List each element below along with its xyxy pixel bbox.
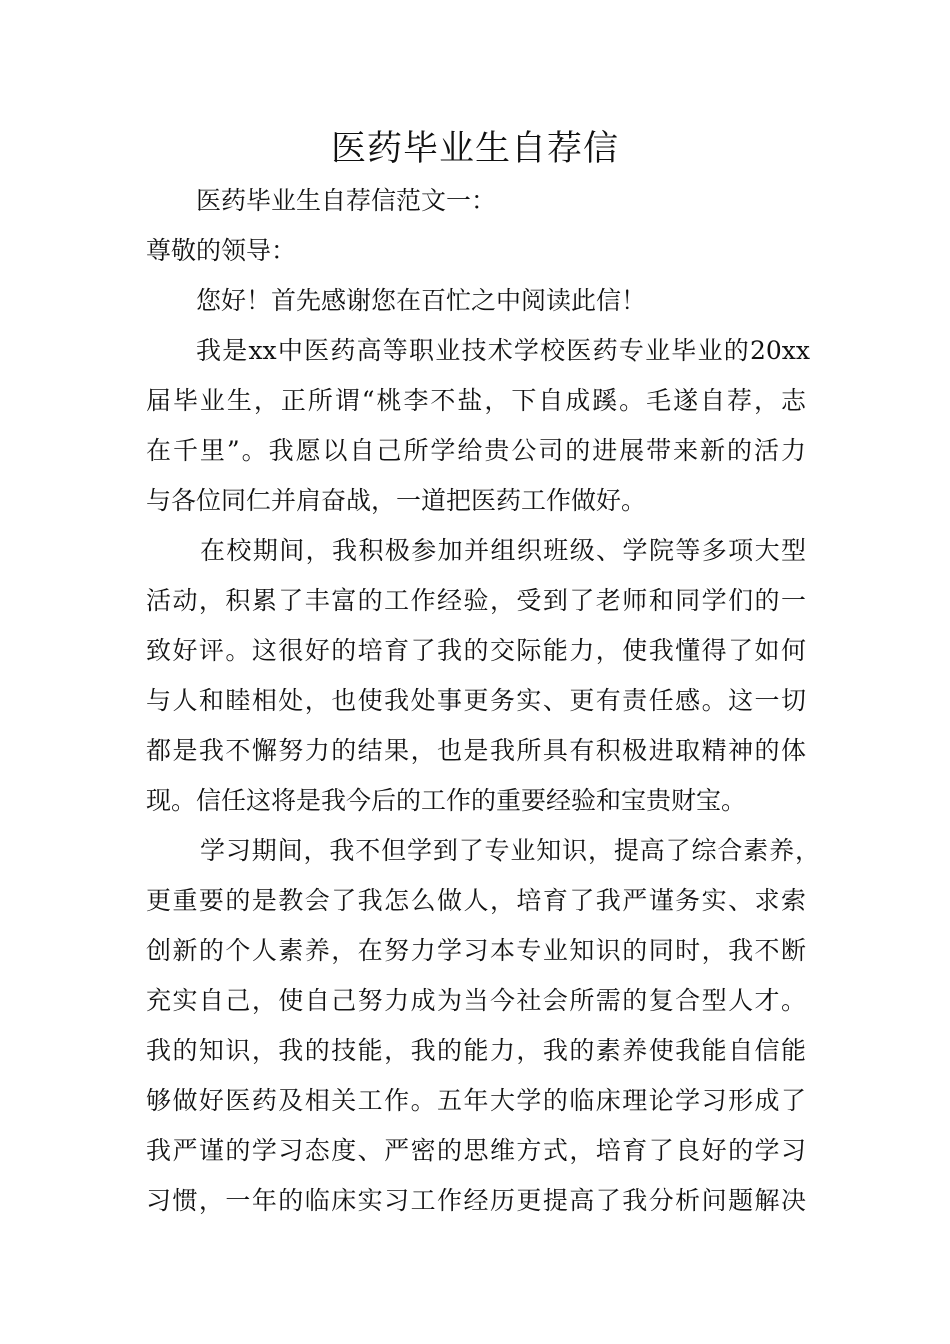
- body-line: 在校期间，我积极参加并组织班级、学院等多项大型: [200, 536, 806, 565]
- body-line: 都是我不懈努力的结果，也是我所具有积极进取精神的体: [146, 736, 806, 765]
- opening-line: 您好！首先感谢您在百忙之中阅读此信！: [196, 286, 647, 315]
- body-line: 充实自己，使自己努力成为当今社会所需的复合型人才。: [146, 986, 806, 1015]
- body-line: 届毕业生，正所谓“桃李不盐，下自成蹊。毛遂自荐，志: [146, 386, 806, 415]
- body-line: 创新的个人素养，在努力学习本专业知识的同时，我不断: [146, 936, 806, 965]
- body-line: 现。信任这将是我今后的工作的重要经验和宝贵财宝。: [146, 786, 747, 815]
- body-line: 学习期间，我不但学到了专业知识，提高了综合素养，: [200, 836, 820, 865]
- page-title: 医药毕业生自荐信: [330, 129, 619, 169]
- body-line: 够做好医药及相关工作。五年大学的临床理论学习形成了: [146, 1086, 806, 1115]
- document-subtitle: 医药毕业生自荐信范文一：: [196, 186, 497, 215]
- body-line: 习惯，一年的临床实习工作经历更提高了我分析问题解决: [146, 1186, 806, 1215]
- body-line: 我是xx中医药高等职业技术学校医药专业毕业的20xx: [196, 336, 810, 365]
- body-line: 与各位同仁并肩奋战，一道把医药工作做好。: [146, 486, 647, 515]
- body-line: 我的知识，我的技能，我的能力，我的素养使我能自信能: [146, 1036, 806, 1065]
- body-line: 在千里”。我愿以自己所学给贵公司的进展带来新的活力: [146, 436, 806, 465]
- body-line: 致好评。这很好的培育了我的交际能力，使我懂得了如何: [146, 636, 806, 665]
- body-line: 更重要的是教会了我怎么做人，培育了我严谨务实、求索: [146, 886, 806, 915]
- body-line: 与人和睦相处，也使我处事更务实、更有责任感。这一切: [146, 686, 806, 715]
- body-line: 活动，积累了丰富的工作经验，受到了老师和同学们的一: [146, 586, 806, 615]
- body-line: 我严谨的学习态度、严密的思维方式，培育了良好的学习: [146, 1136, 806, 1165]
- salutation: 尊敬的领导：: [146, 236, 297, 265]
